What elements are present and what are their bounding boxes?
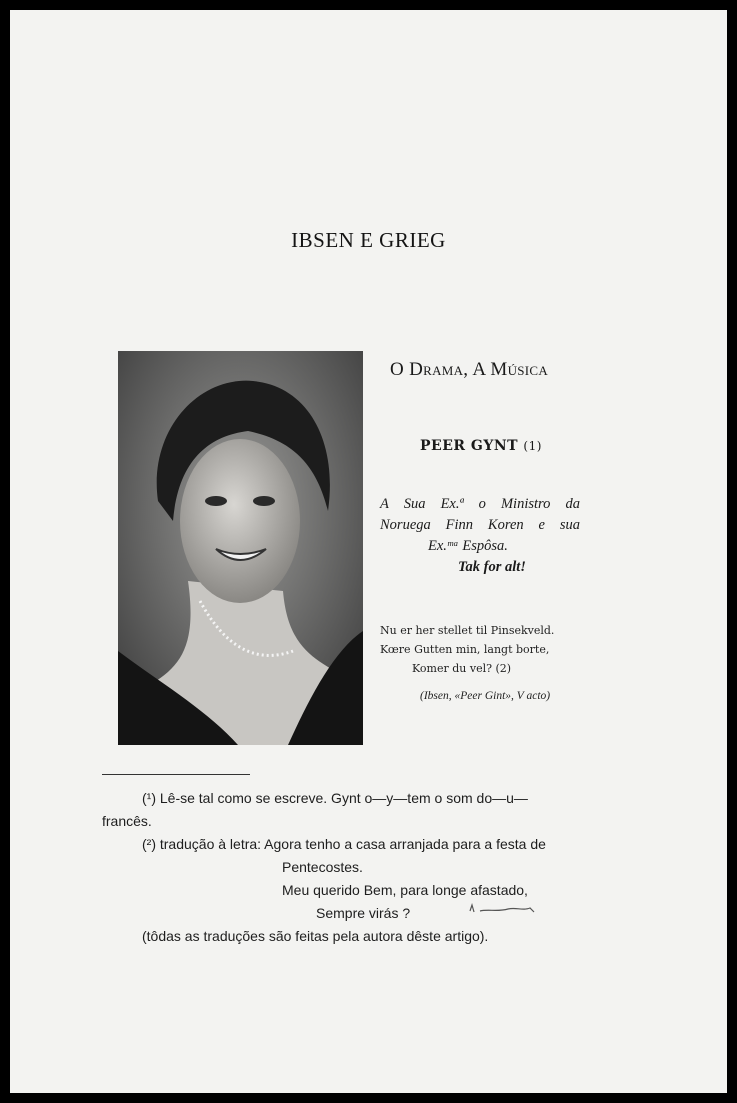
footnote-1-line-1: (¹) Lê-se tal como se escreve. Gynt o—y—tem o som do—u—: [142, 790, 528, 806]
verse-line-2: Kœre Gutten min, langt borte,: [380, 643, 550, 656]
footnote-2-line-3: Meu querido Bem, para longe afastado,: [282, 882, 528, 898]
footnote-2-line-4: Sempre virás ?: [316, 905, 411, 921]
footnote-divider: [102, 774, 250, 775]
footnote-1-line-2: francês.: [102, 813, 152, 829]
verse-line-1: Nu er her stellet til Pinsekveld.: [380, 624, 555, 637]
pen-mark-scribble: [468, 903, 538, 915]
citation: (Ibsen, «Peer Gint», V acto): [420, 690, 551, 702]
footnote-2-line-1: (²) tradução à letra: Agora tenho a casa arranjada para a festa de: [142, 836, 546, 852]
dedication-line-2: Noruega Finn Koren e sua: [380, 517, 580, 533]
dedication-line-1: A Sua Ex.ª o Ministro da: [380, 496, 580, 512]
work-title: [420, 438, 542, 454]
section-subtitle: O Drama, A Música: [390, 359, 549, 380]
verse-quote: [380, 621, 554, 678]
portrait-image: [118, 351, 363, 745]
document-page: [10, 10, 727, 1093]
dedication: [380, 494, 580, 578]
portrait-photo: [118, 351, 363, 745]
work-name: PEER GYNT: [420, 438, 519, 454]
footnote-2-line-2: Pentecostes.: [282, 859, 363, 875]
dedication-line-3: Ex.ᵐᵃ Espôsa.: [428, 538, 508, 554]
verse-line-3: Komer du vel? (2): [412, 662, 512, 675]
footnote-ref-1: (1): [523, 439, 542, 453]
footnote-closing: (tôdas as traduções são feitas pela autora dêste artigo).: [142, 928, 489, 944]
dedication-line-4: Tak for alt!: [458, 559, 526, 575]
article-title: IBSEN E GRIEG: [291, 228, 446, 252]
